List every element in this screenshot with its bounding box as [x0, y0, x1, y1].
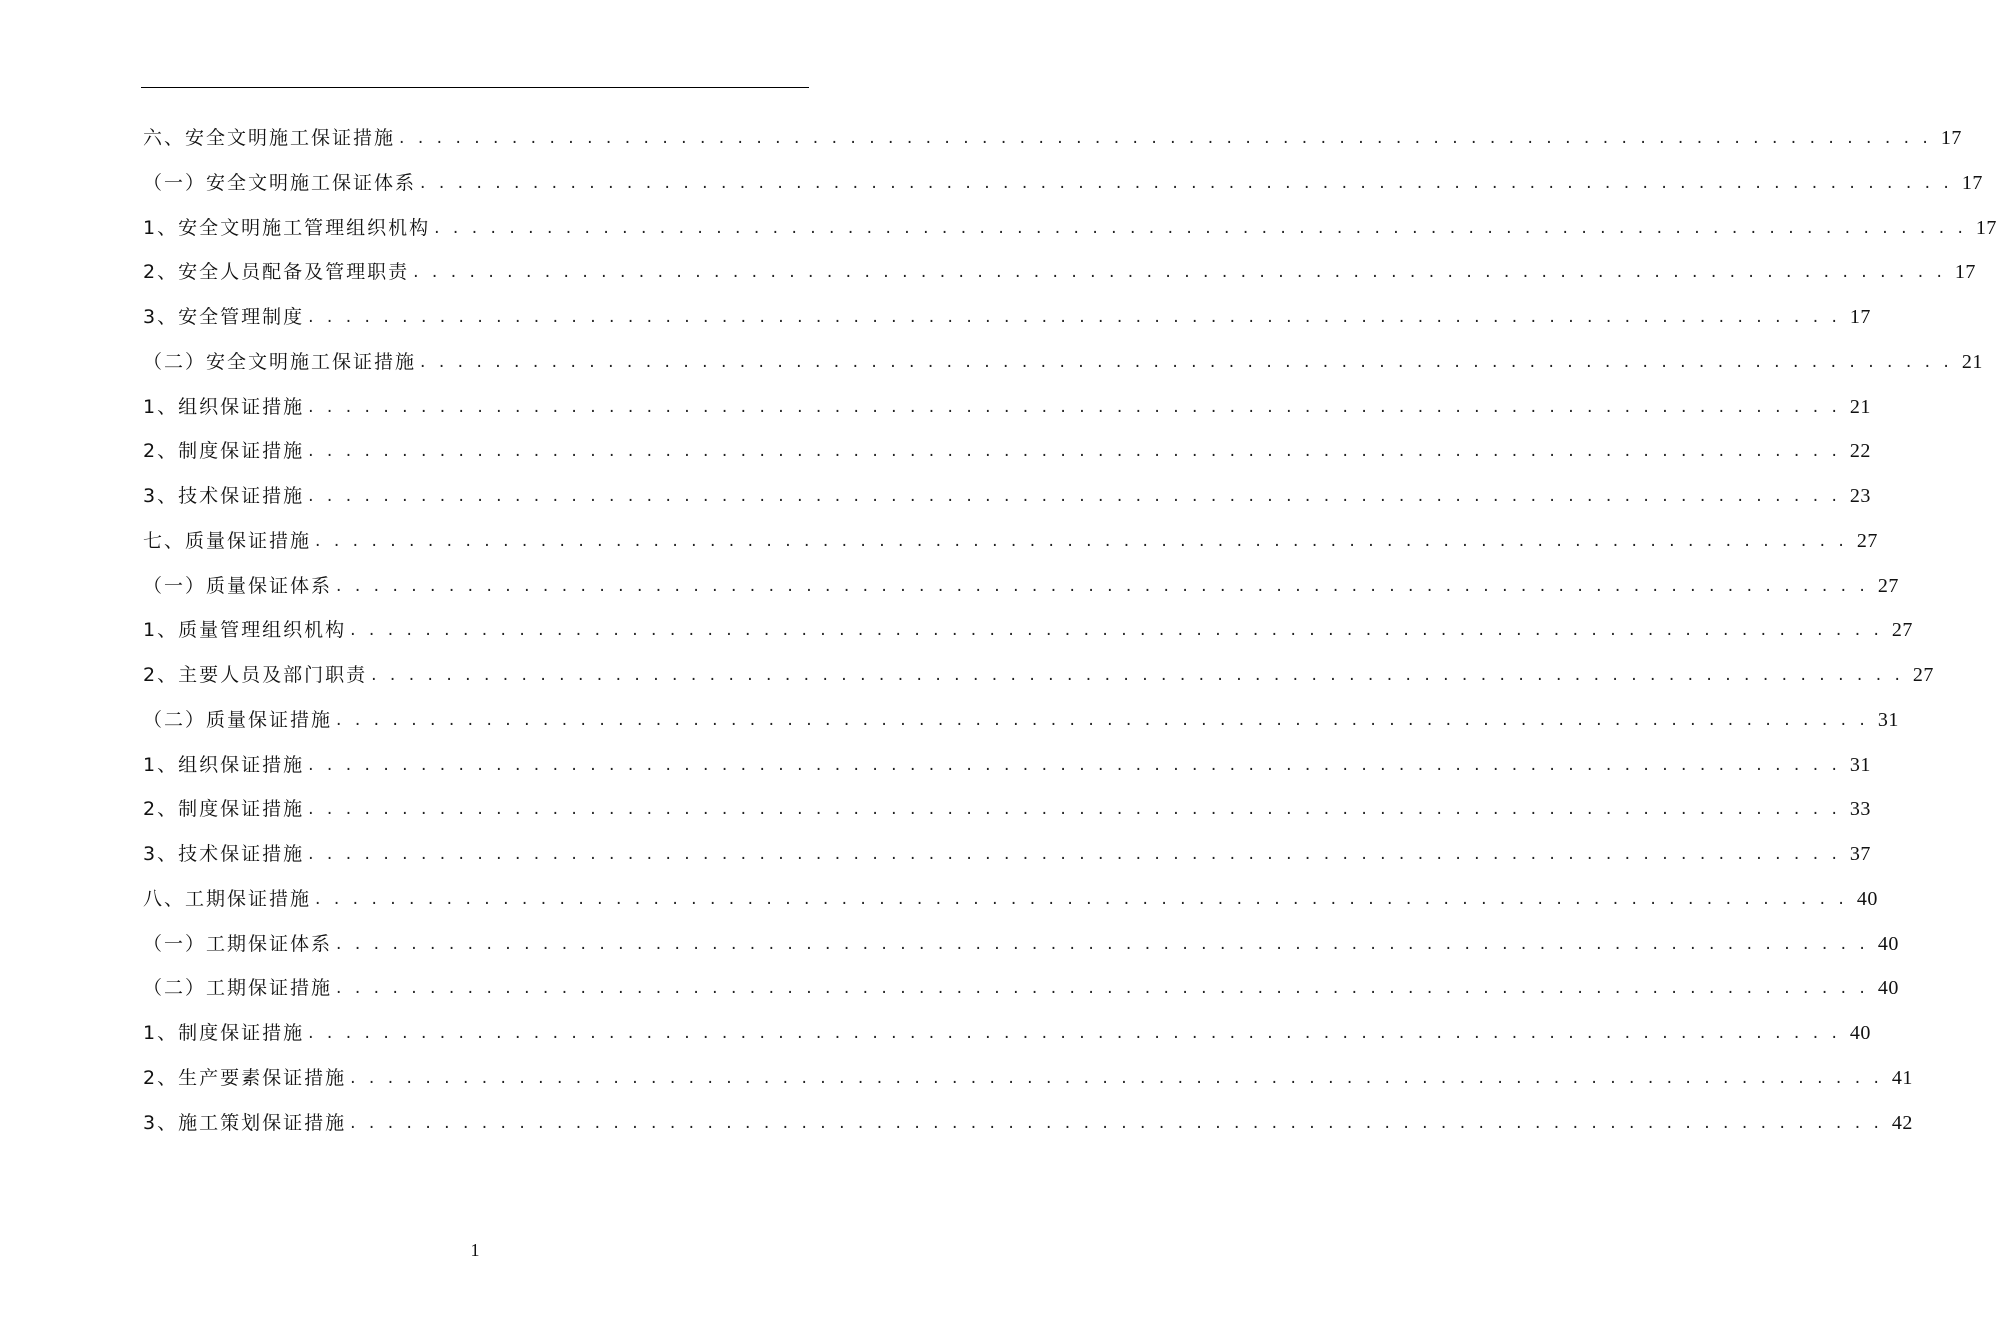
- toc-entry-page-number: 21: [1961, 350, 1983, 373]
- toc-entry-title: 八、工期保证措施: [143, 887, 312, 910]
- toc-entry-page-number: 37: [1849, 843, 1871, 865]
- toc-entry-page-number: 40: [1849, 1022, 1871, 1044]
- toc-dot-leader: . . . . . . . . . . . . . . . . . . . . . . . . . . . . . . . . . . . . . . . . . . . . . . . . . . . . . . . . . . . . . . . . . . . . . . . . . . . . . . . . . .: [308, 844, 1841, 864]
- toc-entry-title: 3、施工策划保证措施: [143, 1111, 347, 1134]
- toc-dot-leader: . . . . . . . . . . . . . . . . . . . . . . . . . . . . . . . . . . . . . . . . . . . . . . . . . . . . . . . . . . . . . . . . . . . . . . . . . . . . . . . . . .: [413, 262, 1946, 283]
- toc-entry[interactable]: [143, 340, 1983, 385]
- toc-entry[interactable]: [143, 966, 1899, 1011]
- toc-entry-page-number: 40: [1856, 887, 1878, 910]
- toc-entry[interactable]: [143, 250, 1976, 295]
- toc-entry-page-number: 17: [1940, 127, 1962, 149]
- toc-entry-page-number: 27: [1912, 664, 1934, 686]
- toc-entry-title: 1、组织保证措施: [143, 395, 305, 418]
- toc-entry-page-number: 33: [1849, 798, 1871, 821]
- toc-entry-title: 2、安全人员配备及管理职责: [143, 261, 410, 284]
- toc-entry[interactable]: [143, 653, 1934, 698]
- table-of-contents: [143, 116, 1997, 1145]
- toc-entry-page-number: 22: [1849, 440, 1871, 463]
- toc-entry-title: 2、主要人员及部门职责: [143, 664, 368, 686]
- toc-entry[interactable]: [143, 474, 1871, 519]
- toc-entry-title: （二）质量保证措施: [143, 708, 333, 731]
- toc-entry-page-number: 17: [1849, 306, 1871, 328]
- toc-entry[interactable]: [143, 877, 1878, 922]
- toc-entry-page-number: 27: [1877, 574, 1899, 597]
- toc-entry-page-number: 27: [1891, 619, 1913, 642]
- toc-entry-title: （二）安全文明施工保证措施: [143, 350, 417, 373]
- toc-dot-leader: . . . . . . . . . . . . . . . . . . . . . . . . . . . . . . . . . . . . . . . . . . . . . . . . . . . . . . . . . . . . . . . . . . . . . . . . . . . . . . . . . .: [308, 1023, 1841, 1043]
- toc-dot-leader: . . . . . . . . . . . . . . . . . . . . . . . . . . . . . . . . . . . . . . . . . . . . . . . . . . . . . . . . . . . . . . . . . . . . . . . . . . . . . . . . . .: [308, 486, 1841, 506]
- toc-entry[interactable]: [143, 1011, 1871, 1056]
- toc-dot-leader: . . . . . . . . . . . . . . . . . . . . . . . . . . . . . . . . . . . . . . . . . . . . . . . . . . . . . . . . . . . . . . . . . . . . . . . . . . . . . . . . . .: [308, 396, 1841, 417]
- toc-entry-title: 2、生产要素保证措施: [143, 1066, 347, 1089]
- page-number: 1: [470, 1240, 480, 1260]
- toc-entry[interactable]: [143, 116, 1962, 161]
- toc-entry-page-number: 31: [1849, 753, 1871, 776]
- toc-dot-leader: . . . . . . . . . . . . . . . . . . . . . . . . . . . . . . . . . . . . . . . . . . . . . . . . . . . . . . . . . . . . . . . . . . . . . . . . . . . . . . . . . .: [350, 620, 1883, 641]
- toc-entry-title: （一）安全文明施工保证体系: [143, 171, 417, 194]
- toc-entry-page-number: 17: [1954, 261, 1976, 284]
- toc-dot-leader: . . . . . . . . . . . . . . . . . . . . . . . . . . . . . . . . . . . . . . . . . . . . . . . . . . . . . . . . . . . . . . . . . . . . . . . . . . . . . . . . . .: [336, 575, 1869, 596]
- toc-entry[interactable]: [143, 1056, 1913, 1101]
- toc-entry-title: 3、技术保证措施: [143, 843, 305, 865]
- toc-entry-page-number: 41: [1891, 1066, 1913, 1089]
- toc-entry[interactable]: [143, 743, 1871, 788]
- toc-dot-leader: . . . . . . . . . . . . . . . . . . . . . . . . . . . . . . . . . . . . . . . . . . . . . . . . . . . . . . . . . . . . . . . . . . . . . . . . . . . . . . . . . .: [420, 172, 1953, 193]
- toc-dot-leader: . . . . . . . . . . . . . . . . . . . . . . . . . . . . . . . . . . . . . . . . . . . . . . . . . . . . . . . . . . . . . . . . . . . . . . . . . . . . . . . . . .: [308, 441, 1841, 462]
- toc-entry-title: 1、制度保证措施: [143, 1022, 305, 1044]
- toc-entry-title: 2、制度保证措施: [143, 440, 305, 463]
- toc-dot-leader: . . . . . . . . . . . . . . . . . . . . . . . . . . . . . . . . . . . . . . . . . . . . . . . . . . . . . . . . . . . . . . . . . . . . . . . . . . . . . . . . . .: [350, 1112, 1883, 1133]
- toc-entry[interactable]: [143, 1101, 1913, 1146]
- toc-entry[interactable]: [143, 832, 1871, 877]
- toc-dot-leader: . . . . . . . . . . . . . . . . . . . . . . . . . . . . . . . . . . . . . . . . . . . . . . . . . . . . . . . . . . . . . . . . . . . . . . . . . . . . . . . . . .: [308, 754, 1841, 775]
- toc-entry-title: 3、安全管理制度: [143, 306, 305, 328]
- toc-entry[interactable]: [143, 608, 1913, 653]
- toc-entry[interactable]: [143, 787, 1871, 832]
- toc-entry[interactable]: [143, 519, 1878, 564]
- toc-entry[interactable]: [143, 922, 1899, 967]
- toc-dot-leader: . . . . . . . . . . . . . . . . . . . . . . . . . . . . . . . . . . . . . . . . . . . . . . . . . . . . . . . . . . . . . . . . . . . . . . . . . . . . . . . . . .: [420, 351, 1953, 372]
- toc-dot-leader: . . . . . . . . . . . . . . . . . . . . . . . . . . . . . . . . . . . . . . . . . . . . . . . . . . . . . . . . . . . . . . . . . . . . . . . . . . . . . . . . . .: [336, 709, 1869, 730]
- toc-entry[interactable]: [143, 385, 1871, 430]
- toc-entry-title: 六、安全文明施工保证措施: [143, 127, 396, 149]
- toc-entry-page-number: 40: [1877, 977, 1899, 1000]
- toc-entry-title: 1、安全文明施工管理组织机构: [143, 216, 431, 239]
- toc-entry-title: 3、技术保证措施: [143, 485, 305, 507]
- toc-dot-leader: . . . . . . . . . . . . . . . . . . . . . . . . . . . . . . . . . . . . . . . . . . . . . . . . . . . . . . . . . . . . . . . . . . . . . . . . . . . . . . . . . .: [399, 128, 1932, 148]
- toc-dot-leader: . . . . . . . . . . . . . . . . . . . . . . . . . . . . . . . . . . . . . . . . . . . . . . . . . . . . . . . . . . . . . . . . . . . . . . . . . . . . . . . . . .: [434, 217, 1967, 238]
- toc-entry-title: （一）工期保证体系: [143, 932, 333, 955]
- toc-entry-page-number: 17: [1961, 171, 1983, 194]
- toc-dot-leader: . . . . . . . . . . . . . . . . . . . . . . . . . . . . . . . . . . . . . . . . . . . . . . . . . . . . . . . . . . . . . . . . . . . . . . . . . . . . . . . . . .: [336, 933, 1869, 954]
- toc-dot-leader: . . . . . . . . . . . . . . . . . . . . . . . . . . . . . . . . . . . . . . . . . . . . . . . . . . . . . . . . . . . . . . . . . . . . . . . . . . . . . . . . . .: [350, 1067, 1883, 1088]
- toc-entry-title: （一）质量保证体系: [143, 574, 333, 597]
- toc-entry-title: 1、质量管理组织机构: [143, 619, 347, 642]
- toc-entry[interactable]: [143, 295, 1871, 340]
- header-rule: [141, 87, 809, 88]
- toc-entry[interactable]: [143, 564, 1899, 609]
- toc-dot-leader: . . . . . . . . . . . . . . . . . . . . . . . . . . . . . . . . . . . . . . . . . . . . . . . . . . . . . . . . . . . . . . . . . . . . . . . . . . . . . . . . . .: [315, 888, 1848, 909]
- toc-dot-leader: . . . . . . . . . . . . . . . . . . . . . . . . . . . . . . . . . . . . . . . . . . . . . . . . . . . . . . . . . . . . . . . . . . . . . . . . . . . . . . . . . .: [315, 530, 1848, 551]
- toc-dot-leader: . . . . . . . . . . . . . . . . . . . . . . . . . . . . . . . . . . . . . . . . . . . . . . . . . . . . . . . . . . . . . . . . . . . . . . . . . . . . . . . . . .: [308, 307, 1841, 327]
- toc-entry-title: （二）工期保证措施: [143, 977, 333, 1000]
- toc-dot-leader: . . . . . . . . . . . . . . . . . . . . . . . . . . . . . . . . . . . . . . . . . . . . . . . . . . . . . . . . . . . . . . . . . . . . . . . . . . . . . . . . . .: [336, 978, 1869, 999]
- toc-entry-title: 1、组织保证措施: [143, 753, 305, 776]
- toc-entry[interactable]: [143, 161, 1983, 206]
- toc-entry-page-number: 23: [1849, 485, 1871, 507]
- toc-entry-page-number: 21: [1849, 395, 1871, 418]
- toc-entry-title: 2、制度保证措施: [143, 798, 305, 821]
- toc-dot-leader: . . . . . . . . . . . . . . . . . . . . . . . . . . . . . . . . . . . . . . . . . . . . . . . . . . . . . . . . . . . . . . . . . . . . . . . . . . . . . . . . . .: [308, 799, 1841, 820]
- toc-entry-title: 七、质量保证措施: [143, 529, 312, 552]
- toc-entry-page-number: 27: [1856, 529, 1878, 552]
- toc-entry-page-number: 42: [1891, 1111, 1913, 1134]
- toc-entry-page-number: 17: [1975, 216, 1997, 239]
- toc-entry-page-number: 31: [1877, 708, 1899, 731]
- toc-entry[interactable]: [143, 206, 1997, 251]
- toc-entry[interactable]: [143, 429, 1871, 474]
- toc-entry-page-number: 40: [1877, 932, 1899, 955]
- toc-dot-leader: . . . . . . . . . . . . . . . . . . . . . . . . . . . . . . . . . . . . . . . . . . . . . . . . . . . . . . . . . . . . . . . . . . . . . . . . . . . . . . . . . .: [371, 665, 1904, 685]
- toc-entry[interactable]: [143, 698, 1899, 743]
